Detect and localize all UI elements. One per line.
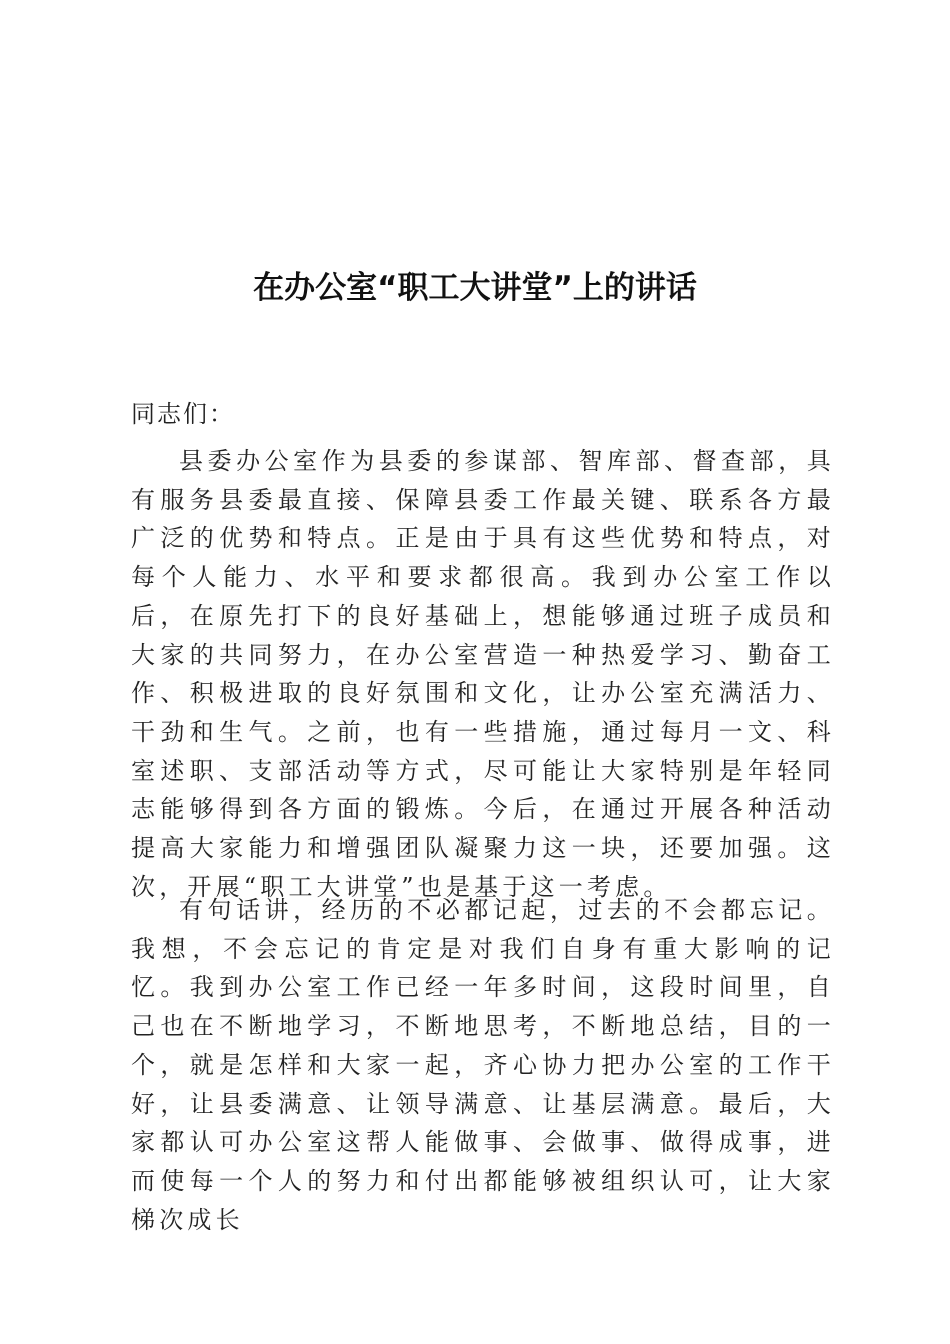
- salutation: 同志们：: [131, 400, 235, 428]
- document-title: 在办公室“职工大讲堂”上的讲话: [253, 270, 697, 306]
- body-paragraph-1: 县委办公室作为县委的参谋部、智库部、督查部，具有服务县委最直接、保障县委工作最关键、联系各方最广泛的优势和特点。正是由于具有这些优势和特点，对每个人能力、水平和要求都很高。我到办公室工作以后，在原先打下的良好基础上，想能够通过班子成员和大家的共同努力，在办公室营造一种热爱学习、勤奋工作、积极进取的良好氛围和文化，让办公室充满活力、干劲和生气。之前，也有一些措施，通过每月一文、科室述职、支部活动等方式，尽可能让大家特别是年轻同志能够得到各方面的锻炼。今后，在通过开展各种活动提高大家能力和增强团队凝聚力这一块，还要加强。这次，开展“职工大讲堂”也是基于这一考虑。: [131, 447, 835, 901]
- body-paragraph-2: 有句话讲，经历的不必都记起，过去的不会都忘记。我想，不会忘记的肯定是对我们自身有重大影响的记忆。我到办公室工作已经一年多时间，这段时间里，自己也在不断地学习，不断地思考，不断地总结，目的一个，就是怎样和大家一起，齐心协力把办公室的工作干好，让县委满意、让领导满意、让基层满意。最后，大家都认可办公室这帮人能做事、会做事、做得成事，进而使每一个人的努力和付出都能够被组织认可，让大家梯次成长: [131, 896, 835, 1234]
